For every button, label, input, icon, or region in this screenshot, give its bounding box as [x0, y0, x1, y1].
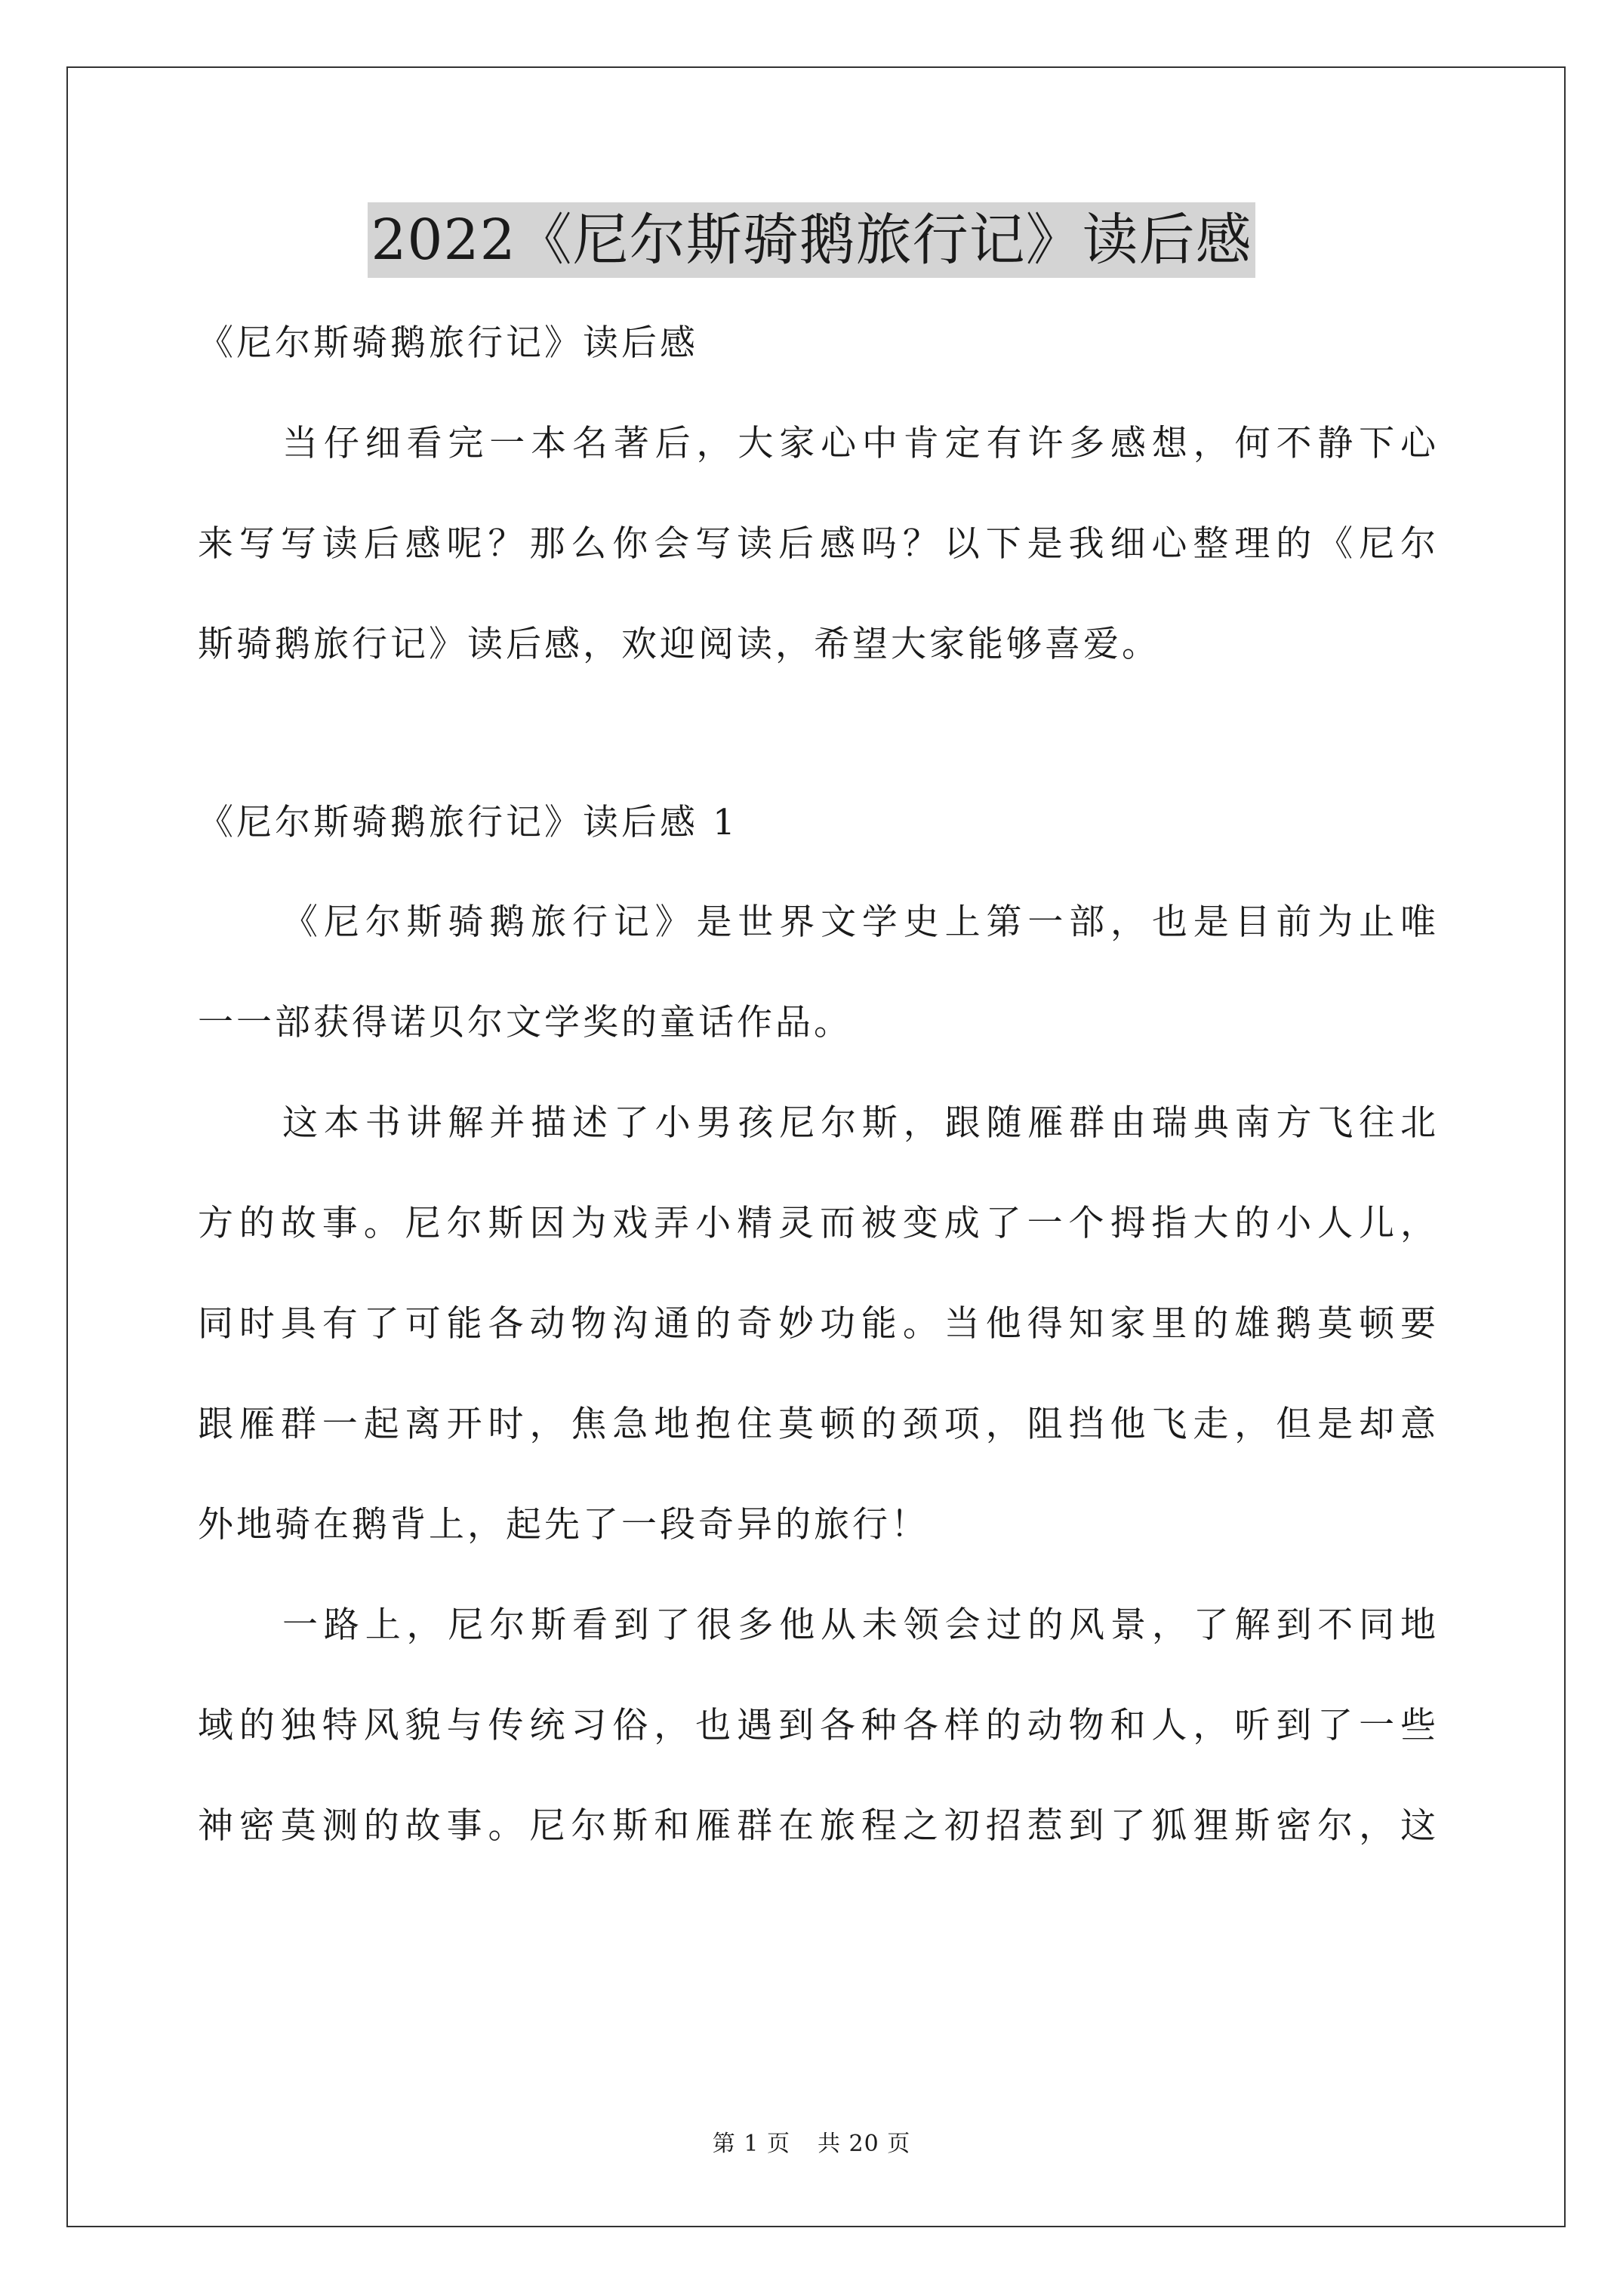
paragraph3-line-2: 域的独特风貌与传统习俗，也遇到各种各样的动物和人，听到了一些	[198, 1705, 1439, 1746]
paragraph1-line-1: 《尼尔斯骑鹅旅行记》是世界文学史上第一部，也是目前为止唯	[282, 901, 1439, 943]
paragraph2-line-3: 同时具有了可能各动物沟通的奇妙功能。当他得知家里的雄鹅莫顿要	[198, 1303, 1439, 1345]
title-container	[0, 202, 1623, 278]
document-title: 2022《尼尔斯骑鹅旅行记》读后感	[368, 202, 1255, 278]
page-footer	[0, 2129, 1623, 2159]
page-border	[66, 66, 1566, 2227]
section-heading: 《尼尔斯骑鹅旅行记》读后感 1	[198, 802, 738, 843]
intro-line-3: 斯骑鹅旅行记》读后感，欢迎阅读，希望大家能够喜爱。	[198, 624, 1160, 665]
intro-line-1: 当仔细看完一本名著后，大家心中肯定有许多感想，何不静下心	[282, 423, 1439, 464]
total-pages: 共 20 页	[817, 2131, 911, 2157]
subtitle: 《尼尔斯骑鹅旅行记》读后感	[198, 322, 698, 364]
page-number: 第 1 页	[712, 2131, 790, 2157]
paragraph1-line-2: 一一部获得诺贝尔文学奖的童话作品。	[198, 1002, 852, 1043]
intro-line-2: 来写写读后感呢？那么你会写读后感吗？以下是我细心整理的《尼尔	[198, 523, 1439, 565]
paragraph2-line-1: 这本书讲解并描述了小男孩尼尔斯，跟随雁群由瑞典南方飞往北	[282, 1102, 1439, 1144]
paragraph3-line-3: 神密莫测的故事。尼尔斯和雁群在旅程之初招惹到了狐狸斯密尔，这	[198, 1805, 1439, 1847]
paragraph3-line-1: 一路上，尼尔斯看到了很多他从未领会过的风景，了解到不同地	[282, 1604, 1439, 1646]
paragraph2-line-5: 外地骑在鹅背上，起先了一段奇异的旅行！	[198, 1504, 929, 1546]
paragraph2-line-2: 方的故事。尼尔斯因为戏弄小精灵而被变成了一个拇指大的小人儿，	[198, 1203, 1439, 1244]
paragraph2-line-4: 跟雁群一起离开时，焦急地抱住莫顿的颈项，阻挡他飞走，但是却意	[198, 1404, 1439, 1445]
